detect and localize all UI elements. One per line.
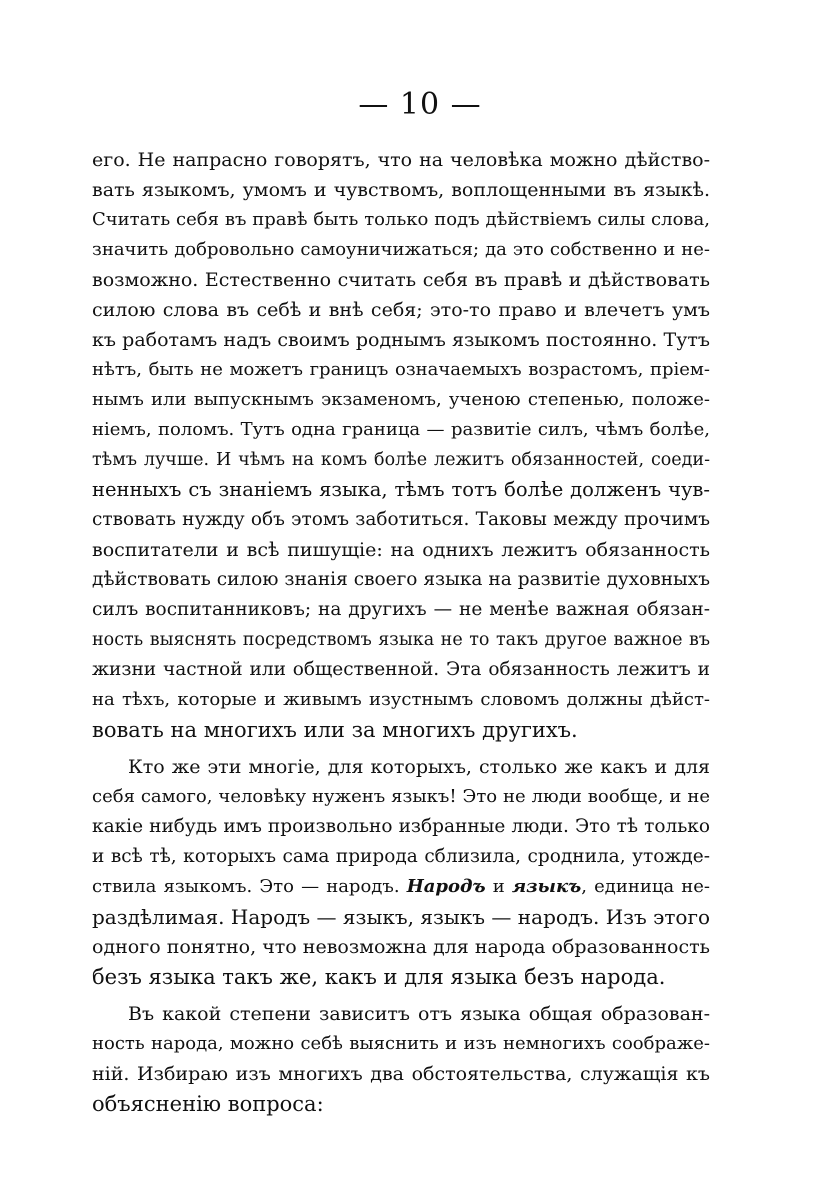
text-segment: ствила языкомъ. Это — народъ. [92,876,407,897]
text-line: раздѣлимая. Народъ — языкъ, языкъ — народъ. Изъ этого [92,905,710,929]
text-line: Кто же эти многіе, для которыхъ, столько же какъ и для [128,756,710,778]
text-line: силъ воспитанниковъ; на другихъ — не менѣе важная обязан- [92,599,710,620]
text-line: ствовать нужду объ этомъ заботиться. Таковы между прочимъ [92,509,710,530]
text-line-with-emphasis [92,872,710,902]
text-line: ненныхъ съ знаніемъ языка, тѣмъ тотъ болѣе долженъ чув- [92,478,710,501]
text-line: одного понятно, что невозможна для народа образованность [92,936,710,958]
text-line: вать языкомъ, умомъ и чувствомъ, воплощенными въ языкѣ. [92,179,710,201]
text-line: тѣмъ лучше. И чѣмъ на комъ болѣе лежитъ обязанностей, соеди- [92,450,710,470]
text-line: воспитатели и всѣ пишущіе: на однихъ лежитъ обязанность [92,539,710,561]
emphasized-word: языкъ [511,876,582,897]
text-line: силою слова въ себѣ и внѣ себя; это-то право и влечетъ умъ [92,299,710,321]
text-line: ность выяснять посредствомъ языка не то такъ другое важное въ [92,630,710,650]
text-line: его. Не напрасно говорятъ, что на человѣка можно дѣйство- [92,149,710,171]
text-line: нѣтъ, быть не можетъ границъ означаемыхъ возрастомъ, пріем- [92,359,710,380]
text-line: къ работамъ надъ своимъ роднымъ языкомъ постоянно. Тутъ [92,329,710,351]
text-line: Въ какой степени зависитъ отъ языка общая образован- [128,1003,710,1025]
paragraph-3 [92,999,710,1119]
text-line: ніемъ, поломъ. Тутъ одна граница — развитіе силъ, чѣмъ болѣе, [92,419,710,440]
text-line: безъ языка такъ же, какъ и для языка безъ народа. [92,965,666,989]
text-line: вовать на многихъ или за многихъ другихъ. [92,718,578,742]
text-line: Считать себя въ правѣ быть только подъ дѣйствіемъ силы слова, [92,209,710,230]
text-line: и всѣ тѣ, которыхъ сама природа сблизила, сроднила, утожде- [92,846,710,867]
page-number: — 10 — [358,87,482,122]
text-line: нымъ или выпускнымъ экзаменомъ, ученою степенью, положе- [92,389,710,410]
text-line: ній. Избираю изъ многихъ два обстоятельства, служащія къ [92,1063,710,1085]
text-segment: и [485,876,512,897]
paragraph-2 [92,752,710,992]
text-segment: , единица не- [581,876,710,897]
emphasized-word: Народъ [406,876,486,897]
text-line: объясненію вопроса: [92,1092,324,1116]
text-line: себя самого, человѣку нуженъ языкъ! Это не люди вообще, и не [92,786,710,807]
paragraph-1 [92,145,710,745]
text-line: значить добровольно самоуничижаться; да это собственно и не- [92,239,710,260]
text-line: дѣйствовать силою знанія своего языка на развитіе духовныхъ [92,569,710,590]
text-line: жизни частной или общественной. Эта обязанность лежитъ и [92,659,710,680]
text-line: на тѣхъ, которые и живымъ изустнымъ словомъ должны дѣйст- [92,689,710,710]
body-text [92,145,710,1119]
text-line: возможно. Естественно считать себя въ правѣ и дѣйствовать [92,269,710,291]
text-line: ность народа, можно себѣ выяснить и изъ немногихъ соображе- [92,1033,710,1054]
text-line: какіе нибудь имъ произвольно избранные люди. Это тѣ только [92,816,710,837]
